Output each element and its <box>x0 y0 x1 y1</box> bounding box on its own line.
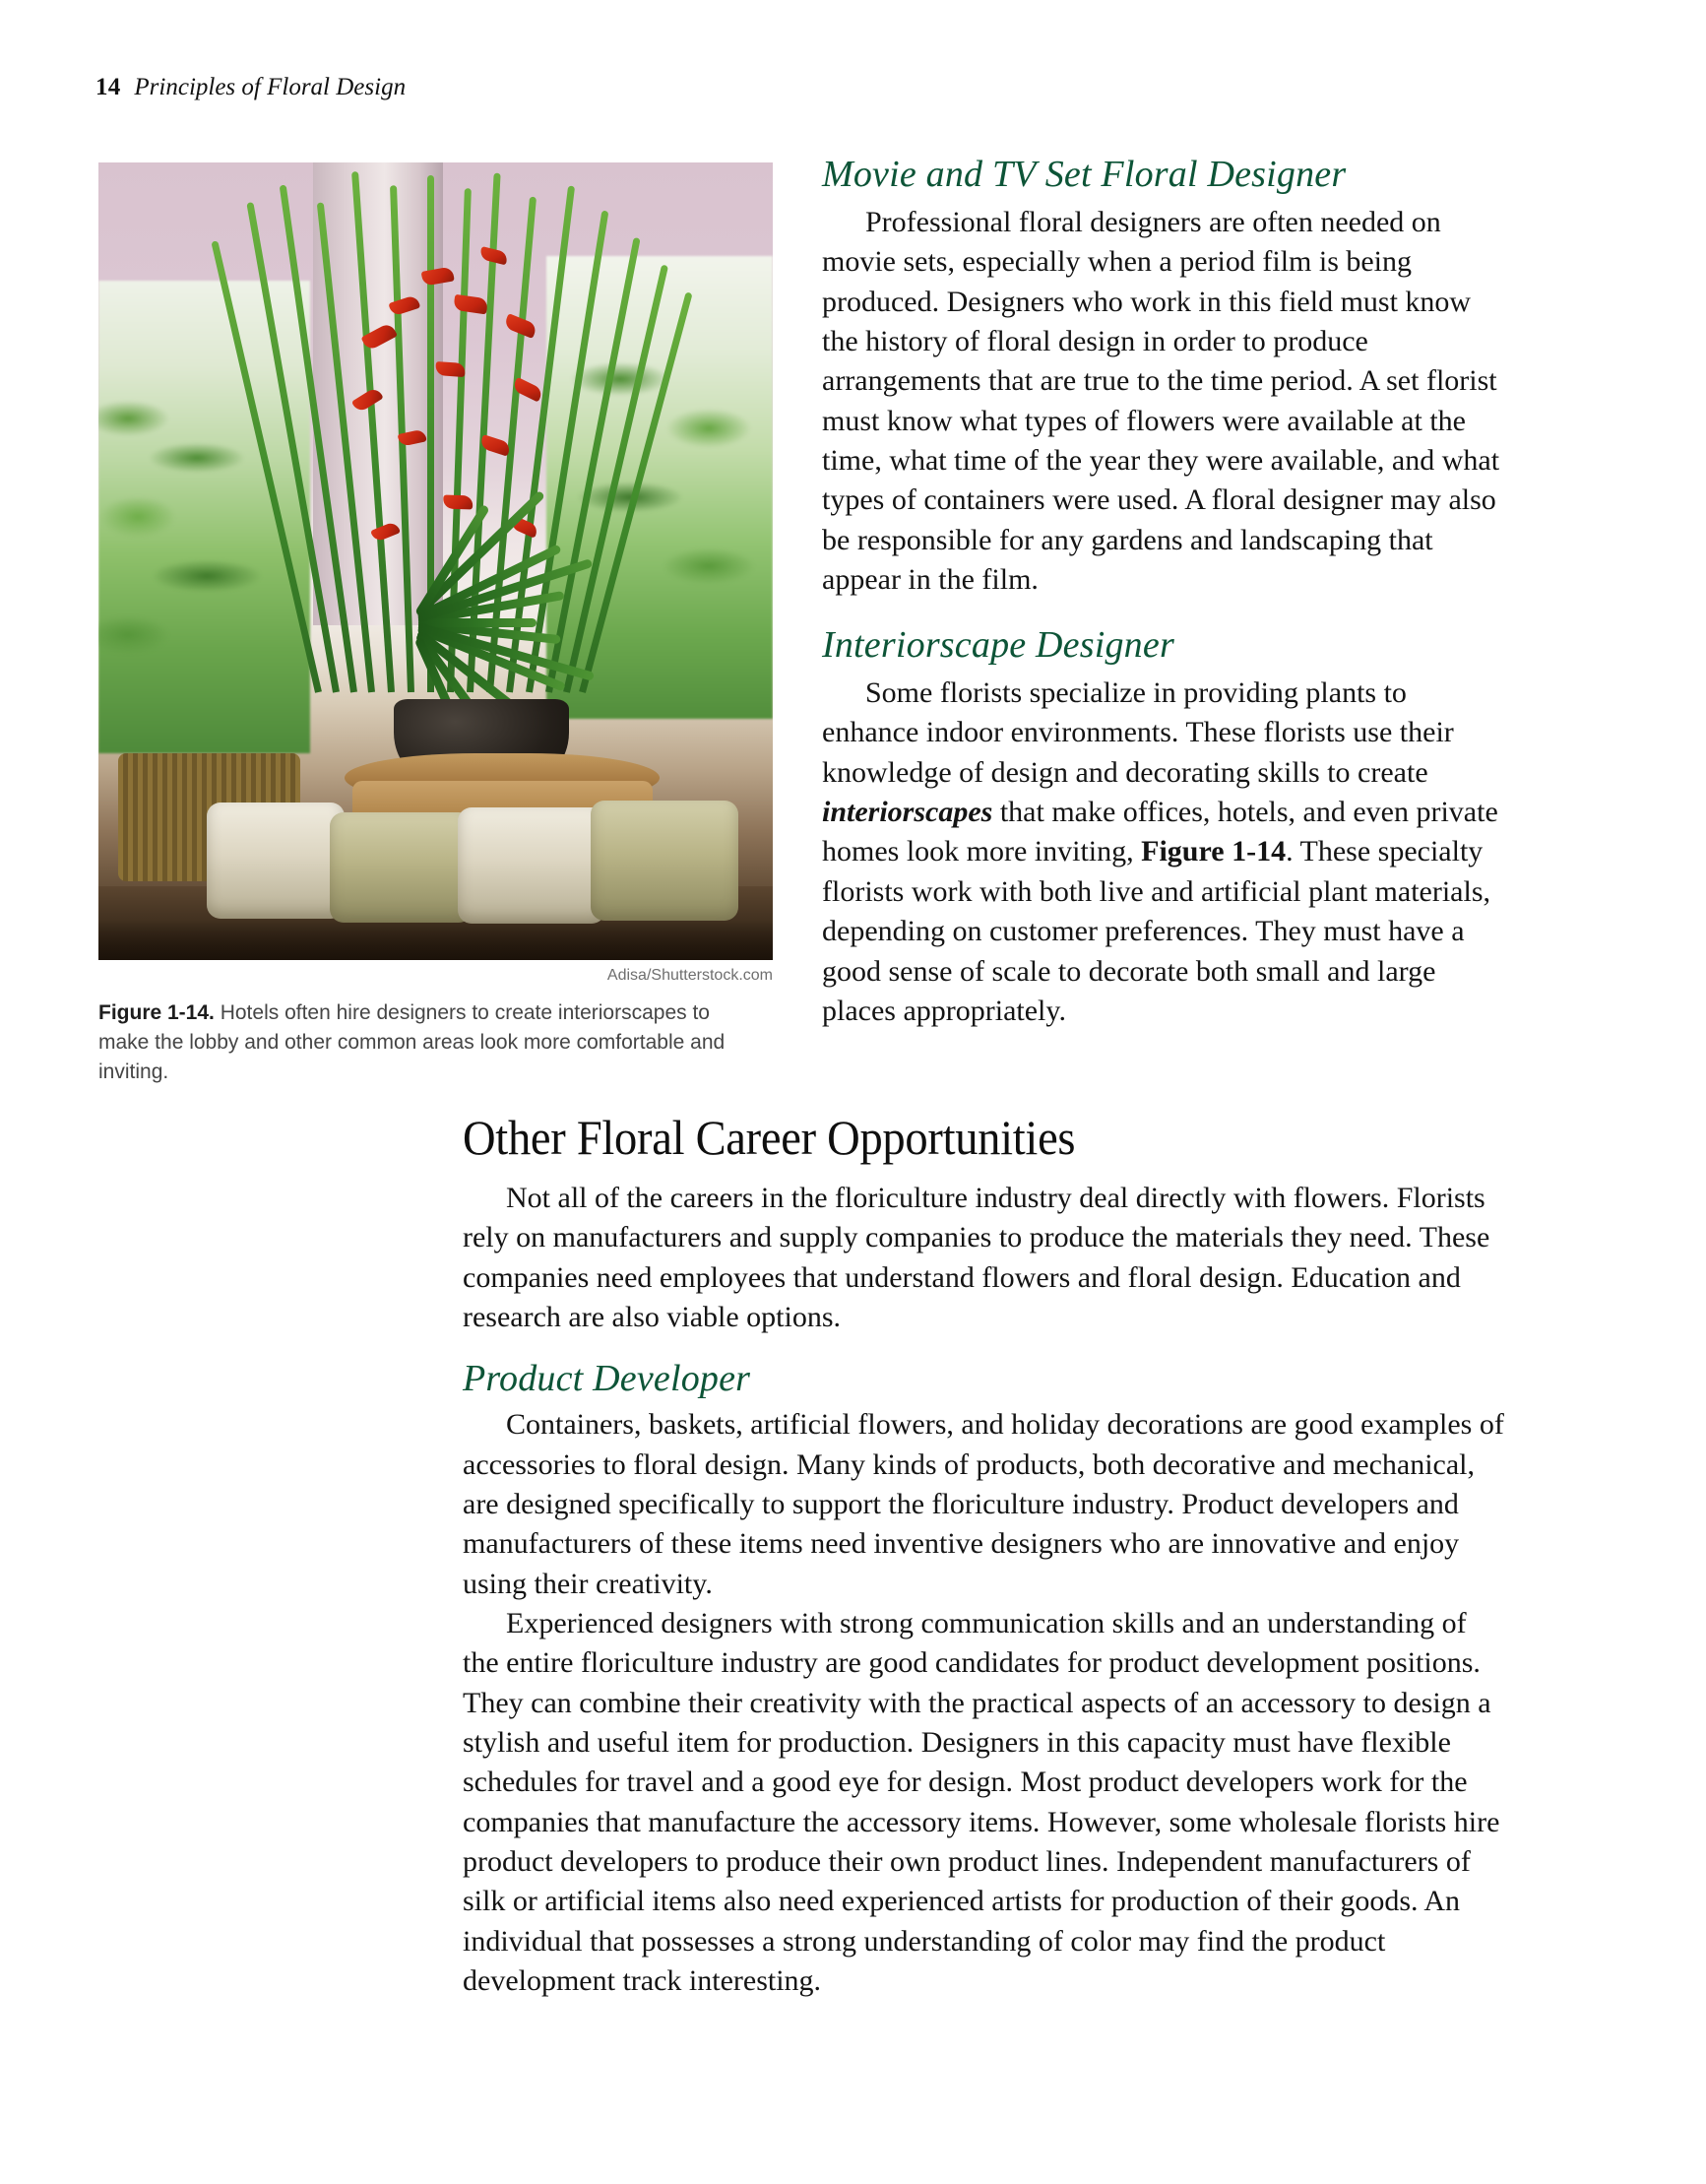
paragraph-product-developer-2: Experienced designers with strong communication skills and an understanding of the entire floriculture industry are good candidates for product development positions. They can combine their creativity with the practical aspects of an accessory to design a stylish and useful item for production. Designers in this capacity must have flexible schedules for travel and a good eye for design. Most product developers work for the companies that manufacture the accessory items. However, some wholesale florists hire product developers to produce their own product lines. Independent manufacturers of silk or artificial items also need experienced artists for production of their goods. An individual that possesses a strong understanding of color may find the product development track interesting. <box>463 1606 1500 1998</box>
figure-caption-text: Hotels often hire designers to create interiorscapes to make the lobby and other common areas look more comfortable and inviting. <box>98 1001 726 1083</box>
heading-movie-tv-set-floral-designer: Movie and TV Set Floral Designer <box>822 154 1347 195</box>
photo-red-flower <box>370 521 401 544</box>
figure-caption <box>98 998 743 1086</box>
photo-palm-frond <box>418 618 537 627</box>
photo-cushion <box>458 807 605 924</box>
photo-red-flower <box>478 246 508 265</box>
term-interiorscapes: interiorscapes <box>822 796 993 829</box>
photo-red-flower <box>435 361 466 377</box>
paragraph-other-careers: Not all of the careers in the floriculture industry deal directly with flowers. Florists rely on manufacturers and supply companies to produce the materials they need. These companies need employees that understand flowers and floral design. Education and research are also viable options. <box>463 1182 1490 1334</box>
book-title: Principles of Floral Design <box>134 74 407 100</box>
photo-cushion <box>330 812 473 923</box>
figure-1-14 <box>98 162 773 1087</box>
heading-interiorscape-designer: Interiorscape Designer <box>822 624 1174 667</box>
paragraph-interiorscape-part-1: Some florists specialize in providing plants to enhance indoor environments. These florists use their knowledge of design and decorating skills to create <box>822 676 1454 789</box>
page-number: 14 <box>95 74 121 100</box>
photo-red-flower <box>453 294 488 315</box>
figure-reference: Figure 1-14 <box>1141 835 1287 868</box>
photo-credit: Adisa/Shutterstock.com <box>606 967 773 984</box>
photo-red-flower <box>421 266 455 286</box>
photo-foreground-shadow <box>98 921 773 960</box>
figure-caption-label: Figure 1-14. <box>98 1001 215 1025</box>
paragraph-product-developer-1: Containers, baskets, artificial flowers, and holiday decorations are good examples of accessories to floral design. Many kinds of products, both decorative and mechanical, are designed specifically to support the floriculture industry. Product developers and manufacturers of these items need inventive designers who are innovative and enjoy using their creativity. <box>463 1408 1504 1600</box>
paragraph-interiorscape-part-3: . These specialty florists work with both live and artificial plant materials, depending on customer preferences. They must have a good sense of scale to decorate both small and large places appropriately. <box>822 835 1490 1027</box>
photo-red-flower <box>443 494 473 509</box>
photo-cushion <box>591 801 738 921</box>
right-column <box>822 153 1501 1031</box>
interiorscape-photo <box>98 162 773 960</box>
photo-cushion <box>207 803 345 919</box>
heading-other-floral-career-opportunities: Other Floral Career Opportunities <box>463 1110 1076 1165</box>
paragraph-interiorscape <box>822 674 1501 1031</box>
paragraph-interiorscape-part-2: that make offices, hotels, and even private homes look more inviting, <box>822 796 1498 868</box>
heading-product-developer: Product Developer <box>463 1358 751 1400</box>
running-head <box>95 75 406 99</box>
lower-section <box>463 1111 1506 2001</box>
paragraph-movie-tv: Professional floral designers are often needed on movie sets, especially when a period film is being produced. Designers who work in this field must know the history of floral design in order to produce arrangements that are true to the time period. A set florist must know what types of flowers were available at the time, what time of the year they were available, and what types of containers were used. A floral designer may also be responsible for any gardens and landscaping that appear in the film. <box>822 205 1500 596</box>
